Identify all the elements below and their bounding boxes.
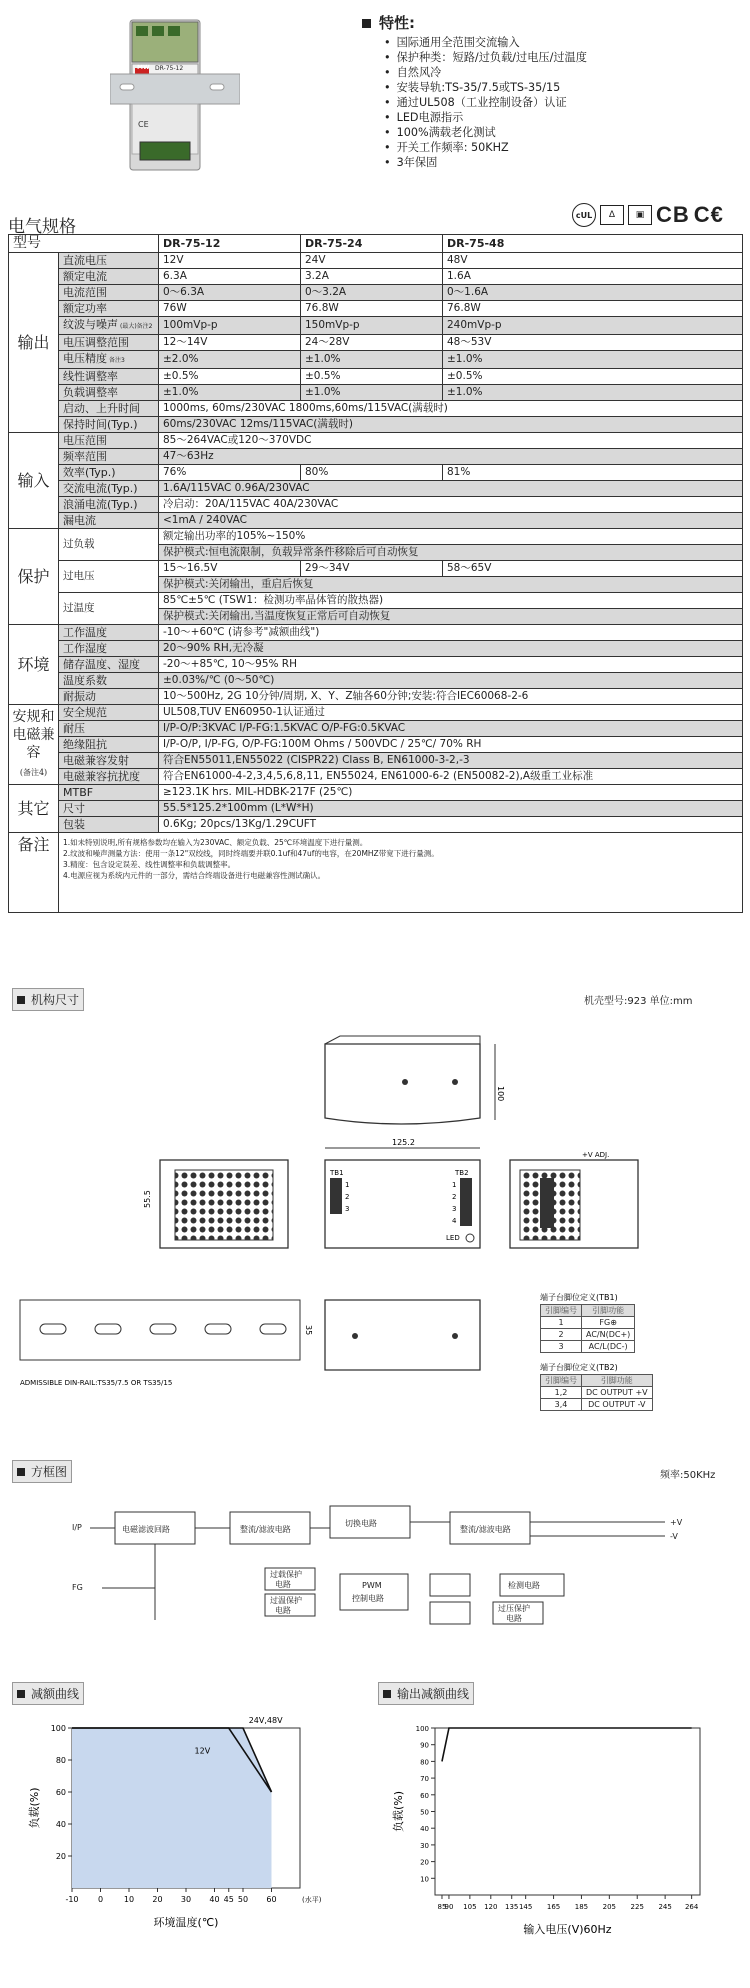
pin-table-header: 引脚功能 — [582, 1375, 653, 1387]
cell: ±0.5% — [443, 369, 743, 385]
cell: 85℃±5℃ (TSW1：检测功率晶体管的散热器) — [159, 593, 743, 609]
tb2-pin-table — [540, 1374, 653, 1411]
row-label: 绝缘阻抗 — [59, 737, 159, 753]
spec-heading: 电气规格 — [8, 217, 76, 237]
din-rail-note: ADMISSIBLE DIN-RAIL:TS35/7.5 OR TS35/15 — [20, 1379, 173, 1387]
detect-block: 检测电路 — [508, 1581, 540, 1590]
cell: 76.8W — [301, 301, 443, 317]
x-tick-label: 225 — [630, 1903, 644, 1911]
table-row — [9, 385, 743, 401]
row-label: 电压调整范围 — [59, 335, 159, 351]
dim-100-label: 100 — [496, 1086, 505, 1102]
cell: 150mVp-p — [301, 317, 443, 335]
x-tick-label: 105 — [463, 1903, 477, 1911]
cell: 1.6A/115VAC 0.96A/230VAC — [159, 481, 743, 497]
category-environment: 环境 — [9, 625, 59, 705]
row-label: 启动、上升时间 — [59, 401, 159, 417]
ul-cert-icon: cUL — [572, 203, 596, 227]
row-label: 直流电压 — [59, 253, 159, 269]
table-row — [9, 593, 743, 609]
mech-model-note: 机壳型号:923 单位:mm — [584, 996, 693, 1007]
cell: 12～14V — [159, 335, 301, 351]
overload-block-line2: 电路 — [275, 1580, 291, 1589]
header-model-3: DR-75-48 — [443, 235, 743, 253]
row-label: 电流范围 — [59, 285, 159, 301]
row-label: 包装 — [59, 817, 159, 833]
x-tick-label: 85 — [437, 1903, 447, 1911]
pin-cell: FG⊕ — [582, 1317, 635, 1329]
pin-cell: AC/N(DC+) — [582, 1329, 635, 1341]
block-diagram-title: 方框图 — [12, 1460, 72, 1483]
cell: 24V — [301, 253, 443, 269]
pwm-block-line2: 控制电路 — [352, 1594, 384, 1603]
cell: I/P-O/P, I/P-FG, O/P-FG:100M Ohms / 500VDC / 25℃/ 70% RH — [159, 737, 743, 753]
series-label-24v48v: 24V,48V — [248, 1716, 283, 1726]
x-tick-label: 20 — [152, 1895, 163, 1904]
row-label: 电压精度 备注3 — [59, 351, 159, 369]
y-tick-label: 70 — [420, 1775, 429, 1784]
cell: 0～1.6A — [443, 285, 743, 301]
series-label-12v: 12V — [194, 1746, 211, 1756]
dim-55-label: 55.5 — [143, 1190, 152, 1208]
table-row — [9, 497, 743, 513]
cell: 55.5*125.2*100mm (L*W*H) — [159, 801, 743, 817]
tb1-pin: 2 — [345, 1193, 350, 1201]
features-block — [362, 12, 742, 170]
note-line: 2.纹波和噪声测量方法：使用一条12"双绞线，同时终端要并联0.1uf和47uf的电容，在20MHZ带宽下进行量测。 — [63, 849, 439, 858]
row-label: 频率范围 — [59, 449, 159, 465]
table-row — [9, 269, 743, 285]
vadj-label: +V ADJ. — [582, 1151, 610, 1159]
tuv-cert-icon: Δ — [600, 205, 624, 225]
table-row — [9, 625, 743, 641]
cell: 符合EN61000-4-2,3,4,5,6,8,11, EN55024, EN61000-6-2 (EN50082-2),A级重工业标准 — [159, 769, 743, 785]
x-tick-label: 0 — [97, 1895, 104, 1904]
certification-logos — [572, 202, 724, 228]
tb2-table-title: 端子台脚位定义(TB2) — [540, 1363, 618, 1372]
svg-text:CE: CE — [138, 120, 149, 129]
tb1-label: TB1 — [330, 1169, 344, 1177]
y-tick-label: 100 — [415, 1725, 429, 1733]
y-tick-label: 90 — [420, 1741, 429, 1750]
feature-item: • 通过UL508（工业控制设备）认证 — [384, 95, 742, 110]
ip-label: I/P — [72, 1523, 82, 1532]
cell: 58～65V — [443, 561, 743, 577]
tb1-pin-table — [540, 1304, 635, 1353]
y-tick-label: 10 — [420, 1875, 429, 1884]
product-photo — [110, 12, 240, 182]
pin-cell: 2 — [541, 1329, 582, 1341]
overvoltage-block-line2: 电路 — [506, 1614, 522, 1623]
block-freq-note: 频率:50KHz — [660, 1470, 716, 1481]
pin-cell: DC OUTPUT +V — [582, 1387, 653, 1399]
row-label: 温度系数 — [59, 673, 159, 689]
left-side-view — [143, 1160, 288, 1248]
cb-ce-logo: CB C€ — [656, 202, 724, 227]
cell: 80% — [301, 465, 443, 481]
right-side-view — [510, 1151, 638, 1248]
tb1-pin: 1 — [345, 1181, 350, 1189]
row-label: 尺寸 — [59, 801, 159, 817]
category-others: 其它 — [9, 785, 59, 833]
cell: ±1.0% — [159, 385, 301, 401]
feature-item: • 开关工作频率: 50KHZ — [384, 140, 742, 155]
header-model-1: DR-75-12 — [159, 235, 301, 253]
row-label: 工作温度 — [59, 625, 159, 641]
row-label: 电磁兼容发射 — [59, 753, 159, 769]
cell: 24～28V — [301, 335, 443, 351]
fg-label: FG — [72, 1583, 83, 1592]
cell: 6.3A — [159, 269, 301, 285]
feature-item: • 自然风冷 — [384, 65, 742, 80]
category-protection: 保护 — [9, 529, 59, 625]
cell: 0～6.3A — [159, 285, 301, 301]
x-tick-label: 264 — [684, 1903, 699, 1911]
table-row — [9, 689, 743, 705]
cell: 100mVp-p — [159, 317, 301, 335]
y-tick-label: 50 — [420, 1808, 429, 1817]
row-label: 安全规范 — [59, 705, 159, 721]
x-tick-label: 45 — [223, 1895, 234, 1904]
cell: I/P-O/P:3KVAC I/P-FG:1.5KVAC O/P-FG:0.5KVAC — [159, 721, 743, 737]
tb2-pin: 2 — [452, 1193, 457, 1201]
table-row — [9, 801, 743, 817]
x-axis-label: 输入电压(V)60Hz — [523, 1923, 612, 1936]
row-label: 效率(Typ.) — [59, 465, 159, 481]
row-label: 过电压 — [59, 561, 159, 593]
cell: 48～53V — [443, 335, 743, 351]
features-title: 特性: — [362, 12, 742, 33]
table-row — [9, 513, 743, 529]
table-row — [9, 401, 743, 417]
overtemp-block: 过温保护 — [270, 1596, 302, 1605]
product-label: DR-75-12 — [155, 65, 184, 72]
y-tick-label: 30 — [420, 1841, 429, 1850]
row-label: 交流电流(Typ.) — [59, 481, 159, 497]
mech-section-title: 机构尺寸 — [12, 988, 84, 1011]
row-label-note: (最大)备注2 — [120, 323, 153, 330]
row-label: 耐振动 — [59, 689, 159, 705]
x-tick-label: 60 — [266, 1895, 277, 1904]
x-tick-label: 40 — [209, 1895, 220, 1904]
cell: 3.2A — [301, 269, 443, 285]
cell: 81% — [443, 465, 743, 481]
spec-table — [8, 234, 743, 913]
table-row — [9, 433, 743, 449]
row-label: 负载调整率 — [59, 385, 159, 401]
note-line: 3.精度：包含设定误差、线性调整率和负载调整率。 — [63, 860, 236, 869]
cell: 1.6A — [443, 269, 743, 285]
bottom-view-drawing — [325, 1300, 480, 1370]
cb-box-icon: ▣ — [628, 205, 652, 225]
features-list — [384, 35, 742, 170]
derating-area — [72, 1728, 272, 1888]
dim-35-label: 35 — [304, 1325, 313, 1336]
table-row — [9, 285, 743, 301]
cell: 12V — [159, 253, 301, 269]
tb1-table-title: 端子台脚位定义(TB1) — [540, 1293, 618, 1302]
category-input: 输入 — [9, 433, 59, 529]
cell: ≥123.1K hrs. MIL-HDBK-217F (25℃) — [159, 785, 743, 801]
rectifier1-block: 整流/滤波电路 — [240, 1525, 291, 1534]
cell: 76.8W — [443, 301, 743, 317]
cell: 0～3.2A — [301, 285, 443, 301]
vplus-label: +V — [670, 1518, 683, 1527]
table-row — [9, 369, 743, 385]
pin-cell: 3 — [541, 1341, 582, 1353]
category-safety: 安规和电磁兼容 (备注4) — [9, 705, 59, 785]
table-row — [9, 737, 743, 753]
cell: 15～16.5V — [159, 561, 301, 577]
header-model-2: DR-75-24 — [301, 235, 443, 253]
y-tick-label: 80 — [420, 1758, 429, 1767]
x-tick-label: 30 — [180, 1895, 192, 1904]
y-tick-label: 20 — [55, 1852, 66, 1861]
x-tick-label: 245 — [658, 1903, 672, 1911]
cell: UL508,TUV EN60950-1认证通过 — [159, 705, 743, 721]
cell: 76W — [159, 301, 301, 317]
table-row — [9, 481, 743, 497]
pin-cell: DC OUTPUT -V — [582, 1399, 653, 1411]
x-tick-label: 135 — [505, 1903, 519, 1911]
note-line: 4.电源应视为系统内元件的一部分，需结合终端设备进行电磁兼容性测试确认。 — [63, 871, 326, 880]
cell: 85～264VAC或120～370VDC — [159, 433, 743, 449]
table-row — [9, 673, 743, 689]
rectifier2-block: 整流/滤波电路 — [460, 1525, 511, 1534]
table-row — [9, 529, 743, 545]
cell: 保护模式:恒电流限制，负载异常条件移除后可自动恢复 — [159, 545, 743, 561]
block-diagram — [0, 1470, 750, 1660]
y-tick-label: 100 — [50, 1724, 66, 1733]
table-row — [9, 769, 743, 785]
derating-charts — [0, 1700, 750, 1988]
row-label: 额定电流 — [59, 269, 159, 285]
overload-block: 过载保护 — [270, 1570, 302, 1579]
feature-item: • 国际通用全范围交流输入 — [384, 35, 742, 50]
cell: 29～34V — [301, 561, 443, 577]
table-row — [9, 417, 743, 433]
overtemp-block-line2: 电路 — [275, 1606, 291, 1615]
cell: 保护模式:关闭输出，重启后恢复 — [159, 577, 743, 593]
tb2-pin: 4 — [452, 1217, 457, 1225]
dim-125-label: 125.2 — [392, 1138, 415, 1147]
note-line: 1.如未特别说明,所有规格参数均在输入为230VAC、额定负载、25℃环境温度下进行量测。 — [63, 838, 368, 847]
row-label: 耐压 — [59, 721, 159, 737]
x-tick-label: -10 — [65, 1895, 79, 1904]
feature-item: • LED电源指示 — [384, 110, 742, 125]
table-row — [9, 351, 743, 369]
cell: 0.6Kg; 20pcs/13Kg/1.29CUFT — [159, 817, 743, 833]
category-notes: 备注 — [9, 833, 59, 913]
cell: 240mVp-p — [443, 317, 743, 335]
table-row — [9, 561, 743, 577]
cell: 符合EN55011,EN55022 (CISPR22) Class B, EN61000-3-2,-3 — [159, 753, 743, 769]
y-tick-label: 60 — [55, 1788, 66, 1797]
vminus-label: -V — [670, 1532, 678, 1541]
row-label: 保持时间(Typ.) — [59, 417, 159, 433]
product-brand: MW — [137, 64, 150, 71]
category-output: 输出 — [9, 253, 59, 433]
output-derating-title: 输出减额曲线 — [378, 1682, 474, 1705]
emi-block: 电磁滤波回路 — [122, 1525, 170, 1534]
feature-item: • 保护种类：短路/过负载/过电压/过温度 — [384, 50, 742, 65]
cell: ±0.5% — [301, 369, 443, 385]
top-view-drawing — [325, 1036, 505, 1124]
derating-chart — [27, 1716, 322, 1929]
row-label: 浪涌电流(Typ.) — [59, 497, 159, 513]
row-label: 过温度 — [59, 593, 159, 625]
table-row — [9, 657, 743, 673]
pin-table-header: 引脚编号 — [541, 1305, 582, 1317]
y-tick-label: 20 — [420, 1858, 429, 1867]
x-tick-label: 120 — [484, 1903, 498, 1911]
x-tick-label: 165 — [546, 1903, 561, 1911]
table-row — [9, 317, 743, 335]
cell: 冷启动：20A/115VAC 40A/230VAC — [159, 497, 743, 513]
category-safety-note: (备注4) — [19, 767, 48, 777]
x-tick-label: 145 — [518, 1903, 533, 1911]
table-row — [9, 721, 743, 737]
pin-table-header: 引脚编号 — [541, 1375, 582, 1387]
row-label: 电磁兼容抗扰度 — [59, 769, 159, 785]
table-row — [9, 335, 743, 351]
cell: 10～500Hz, 2G 10分钟/周期, X、Y、Z轴各60分钟;安装:符合IEC60068-2-6 — [159, 689, 743, 705]
notes-cell — [59, 833, 743, 913]
table-row — [9, 817, 743, 833]
derating-title: 减额曲线 — [12, 1682, 84, 1705]
x-tick-label: 50 — [237, 1895, 249, 1904]
x-tick-label: 10 — [123, 1895, 135, 1904]
row-label: 纹波与噪声 (最大)备注2 — [59, 317, 159, 335]
y-axis-label: 负载(%) — [392, 1790, 405, 1833]
cell: 76% — [159, 465, 301, 481]
plot-frame — [435, 1728, 700, 1895]
cell: 48V — [443, 253, 743, 269]
cell: 20～90% RH,无冷凝 — [159, 641, 743, 657]
tb1-pin: 3 — [345, 1205, 350, 1213]
pin-table-header: 引脚功能 — [582, 1305, 635, 1317]
tb2-pin: 1 — [452, 1181, 457, 1189]
switch-block: 切换电路 — [345, 1519, 377, 1528]
cell: 额定输出功率的105%~150% — [159, 529, 743, 545]
cell: ±1.0% — [301, 385, 443, 401]
row-label: 线性调整率 — [59, 369, 159, 385]
feature-item: • 3年保固 — [384, 155, 742, 170]
row-label: 储存温度、湿度 — [59, 657, 159, 673]
feature-item: • 安装导轨:TS-35/7.5或TS-35/15 — [384, 80, 742, 95]
x-axis-label: 环境温度(℃) — [153, 1916, 219, 1929]
output-derating-chart — [391, 1725, 700, 1936]
x-tick-label: 205 — [602, 1903, 617, 1911]
pin-cell: AC/L(DC-) — [582, 1341, 635, 1353]
row-label: 额定功率 — [59, 301, 159, 317]
header-model-label: 型号 — [9, 235, 159, 253]
cell: 1000ms, 60ms/230VAC 1800ms,60ms/115VAC(满载时) — [159, 401, 743, 417]
row-label: 电压范围 — [59, 433, 159, 449]
cell: 60ms/230VAC 12ms/115VAC(满载时) — [159, 417, 743, 433]
cell: 47～63Hz — [159, 449, 743, 465]
y-axis-label: 负载(%) — [28, 1787, 41, 1829]
row-label: 工作湿度 — [59, 641, 159, 657]
cell: ±2.0% — [159, 351, 301, 369]
row-label: MTBF — [59, 785, 159, 801]
y-tick-label: 80 — [55, 1756, 66, 1765]
cell: ±0.5% — [159, 369, 301, 385]
y-tick-label: 40 — [420, 1825, 429, 1834]
row-label: 过负载 — [59, 529, 159, 561]
feature-item: • 100%满载老化测试 — [384, 125, 742, 140]
table-row — [9, 753, 743, 769]
din-rail-drawing — [20, 1300, 313, 1387]
table-row — [9, 705, 743, 721]
pin-cell: 1 — [541, 1317, 582, 1329]
tb2-label: TB2 — [455, 1169, 469, 1177]
y-tick-label: 40 — [55, 1820, 66, 1829]
cell: 保护模式:关闭输出,当温度恢复正常后可自动恢复 — [159, 609, 743, 625]
y-tick-label: 60 — [420, 1791, 429, 1800]
cell: <1mA / 240VAC — [159, 513, 743, 529]
cell: ±1.0% — [443, 351, 743, 369]
table-row — [9, 833, 743, 913]
table-row — [9, 253, 743, 269]
front-view-drawing — [325, 1138, 480, 1248]
led-label: LED — [446, 1234, 460, 1242]
overvoltage-block: 过压保护 — [498, 1604, 530, 1613]
row-label: 漏电流 — [59, 513, 159, 529]
table-row — [9, 301, 743, 317]
tb2-pin: 3 — [452, 1205, 457, 1213]
x-tick-label: 90 — [444, 1903, 454, 1911]
cell: ±0.03%/℃ (0～50℃) — [159, 673, 743, 689]
cell: ±1.0% — [301, 351, 443, 369]
x-unit-label: (水平) — [302, 1896, 322, 1904]
pwm-block: PWM — [362, 1581, 382, 1590]
table-row — [9, 641, 743, 657]
cell: -20～+85℃, 10～95% RH — [159, 657, 743, 673]
table-row — [9, 449, 743, 465]
table-header-row — [9, 235, 743, 253]
pin-cell: 1,2 — [541, 1387, 582, 1399]
cell: ±1.0% — [443, 385, 743, 401]
pin-cell: 3,4 — [541, 1399, 582, 1411]
x-tick-label: 185 — [574, 1903, 589, 1911]
row-label-note: 备注3 — [109, 357, 125, 364]
cell: -10～+60℃ (请参考"减额曲线") — [159, 625, 743, 641]
table-row — [9, 465, 743, 481]
table-row — [9, 785, 743, 801]
